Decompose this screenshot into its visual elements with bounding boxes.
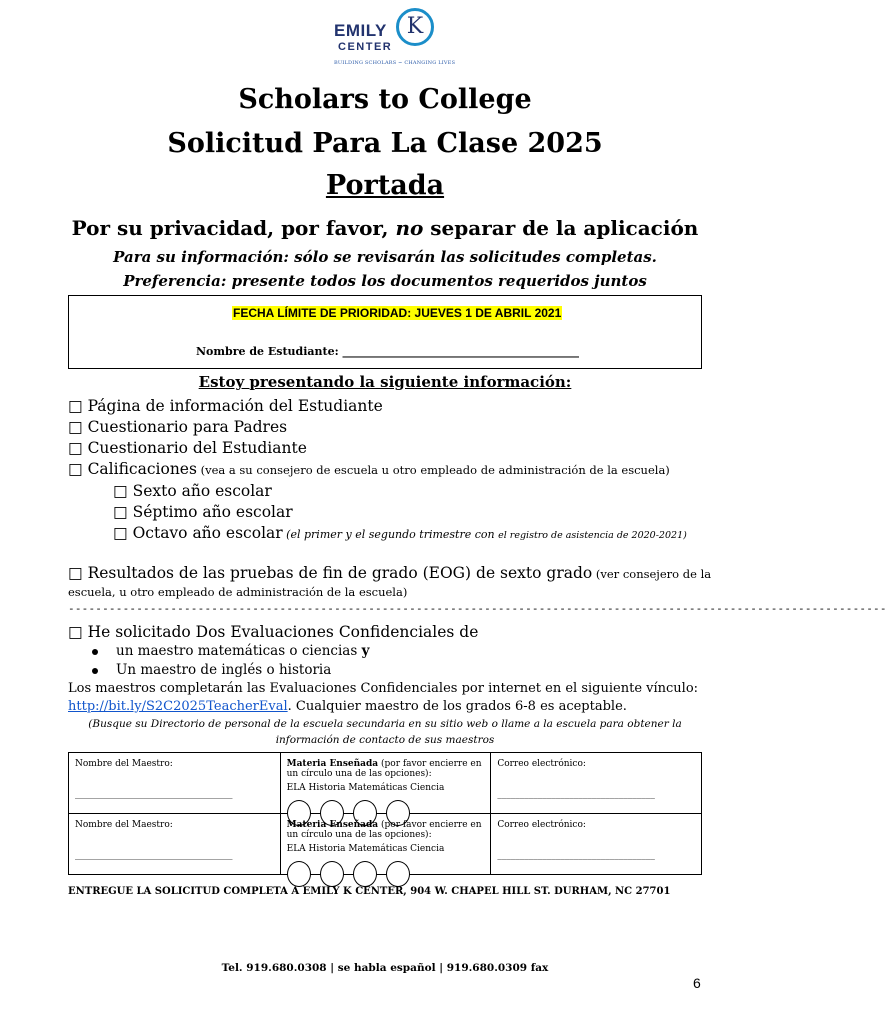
checkbox-eighth-grade[interactable] — [113, 524, 687, 542]
eog-label: □ Resultados de las pruebas de fin de grado (EOG) de sexto grado — [68, 564, 593, 582]
eighth-grade-note-a: (el primer y el segundo trimestre con — [282, 528, 499, 541]
subject-label: Materia Enseñada — [286, 820, 379, 830]
privacy-text-a: Por su privacidad, por favor, — [71, 216, 396, 240]
priority-deadline: FECHA LÍMITE DE PRIORIDAD: JUEVES 1 DE ABRIL 2021 — [233, 306, 562, 320]
subject-options: ELA Historia Matemáticas Ciencia — [286, 783, 445, 793]
privacy-notice — [0, 216, 770, 240]
title-cover: Portada — [325, 170, 445, 201]
bullet-and: y — [361, 643, 370, 659]
subject-cell[interactable] — [280, 753, 491, 814]
checkbox-student-info[interactable]: □ Página de información del Estudiante — [68, 397, 383, 415]
teacher-name-blank[interactable]: ___________________________________ — [75, 789, 233, 799]
teacher-name-label: Nombre del Maestro: — [75, 759, 173, 769]
email-label: Correo electrónico: — [497, 820, 586, 830]
subject-label: Materia Enseñada — [286, 759, 379, 769]
email-label: Correo electrónico: — [497, 759, 586, 769]
grades-label: □ Calificaciones — [68, 460, 197, 478]
subject-hint-a: (por favor encierre en — [378, 820, 482, 830]
subject-cell[interactable] — [280, 814, 491, 875]
bullet-english-history-text: Un maestro de inglés o historia — [116, 662, 332, 678]
bullet-math-science — [92, 643, 369, 659]
bullet-dot — [92, 649, 98, 655]
circle-option-ela[interactable] — [287, 861, 311, 887]
table-row — [69, 814, 702, 875]
circle-option-science[interactable] — [386, 861, 410, 887]
email-blank[interactable]: ___________________________________ — [497, 850, 655, 860]
table-row — [69, 753, 702, 814]
teacher-name-blank[interactable]: ___________________________________ — [75, 850, 233, 860]
checkbox-grades[interactable] — [68, 460, 670, 478]
circle-option-math[interactable] — [353, 861, 377, 887]
evaluations-instructions: Los maestros completarán las Evaluaciones Confidenciales por internet en el siguiente vínculo: — [68, 681, 699, 696]
eog-note-a: (ver consejero de la — [592, 567, 712, 581]
subject-hint-a: (por favor encierre en — [378, 759, 482, 769]
student-name-field[interactable]: Nombre de Estudiante: ___________________________________________ — [196, 345, 579, 358]
page-number: 6 — [693, 975, 701, 991]
evaluations-link-line — [68, 699, 627, 714]
teacher-name-cell[interactable] — [69, 753, 281, 814]
checkbox-sixth-grade[interactable]: □ Sexto año escolar — [113, 482, 272, 500]
logo-tagline: BUILDING SCHOLARS ~ CHANGING LIVES — [334, 60, 456, 66]
info-note-together: Preferencia: presente todos los documentos requeridos juntos — [123, 272, 647, 290]
logo-word-center: CENTER — [338, 41, 393, 53]
submission-instructions: ENTREGUE LA SOLICITUD COMPLETA A EMILY K CENTER, 904 W. CHAPEL HILL ST. DURHAM, NC 27701 — [68, 886, 671, 897]
dashed-separator: ------------------------------------------------------------------------------------------------------------------------ — [68, 602, 887, 615]
checkbox-eog-results[interactable] — [68, 564, 711, 582]
checkbox-student-questionnaire[interactable]: □ Cuestionario del Estudiante — [68, 439, 307, 457]
subject-circles[interactable] — [287, 861, 419, 887]
emily-k-center-logo — [332, 8, 456, 68]
email-cell[interactable] — [491, 753, 702, 814]
title-application: Solicitud Para La Clase 2025 — [167, 128, 603, 159]
logo-k-circle: K — [396, 8, 434, 46]
bullet-dot — [92, 668, 98, 674]
checkbox-confidential-evaluations[interactable]: □ He solicitado Dos Evaluaciones Confidenciales de — [68, 623, 479, 641]
privacy-emphasis: no — [395, 216, 424, 240]
directory-note-2: información de contacto de sus maestros — [275, 734, 495, 746]
checkbox-seventh-grade[interactable]: □ Séptimo año escolar — [113, 503, 293, 521]
teacher-eval-link[interactable]: http://bit.ly/S2C2025TeacherEval — [68, 699, 288, 714]
eighth-grade-label: □ Octavo año escolar — [113, 524, 283, 542]
subject-options: ELA Historia Matemáticas Ciencia — [286, 844, 445, 854]
presenting-heading: Estoy presentando la siguiente información: — [198, 373, 572, 391]
bullet-english-history — [92, 662, 331, 678]
privacy-text-b: separar de la aplicación — [423, 216, 699, 240]
teacher-name-label: Nombre del Maestro: — [75, 820, 173, 830]
info-note-complete: Para su información: sólo se revisarán las solicitudes completas. — [113, 248, 657, 266]
directory-note-1: (Busque su Directorio de personal de la escuela secundaria en su sitio web o llame a la escuela para obtener la — [88, 718, 682, 730]
any-teacher-note: . Cualquier maestro de los grados 6-8 es aceptable. — [287, 699, 627, 714]
subject-hint-b: un círculo una de las opciones): — [286, 830, 432, 840]
subject-hint-b: un círculo una de las opciones): — [286, 769, 432, 779]
logo-word-emily: EMILY — [334, 21, 387, 40]
email-blank[interactable]: ___________________________________ — [497, 789, 655, 799]
email-cell[interactable] — [491, 814, 702, 875]
teacher-table — [68, 752, 702, 875]
grades-note: (vea a su consejero de escuela u otro empleado de administración de la escuela) — [196, 463, 670, 477]
eog-note-b: escuela, u otro empleado de administración de la escuela) — [68, 585, 408, 599]
circle-option-history[interactable] — [320, 861, 344, 887]
bullet-math-science-text: un maestro matemáticas o ciencias — [116, 643, 362, 659]
title-program: Scholars to College — [238, 84, 532, 115]
teacher-name-cell[interactable] — [69, 814, 281, 875]
eighth-grade-note-b: el registro de asistencia de 2020-2021) — [498, 530, 687, 541]
checkbox-parent-questionnaire[interactable]: □ Cuestionario para Padres — [68, 418, 288, 436]
contact-footer: Tel. 919.680.0308 | se habla español | 919.680.0309 fax — [221, 962, 549, 974]
